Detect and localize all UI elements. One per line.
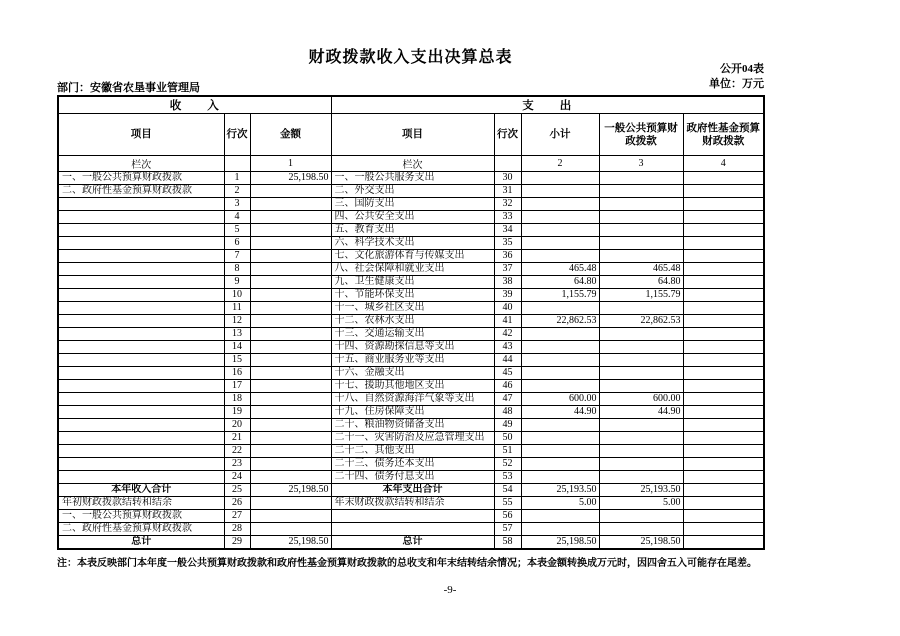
expense-subtotal-cell: 64.80 <box>521 276 599 289</box>
expense-general-cell <box>599 237 683 250</box>
table-row <box>58 432 764 445</box>
income-item-cell <box>58 367 224 380</box>
expense-subtotal-cell <box>521 419 599 432</box>
income-item-cell <box>58 315 224 328</box>
fiscal-appropriation-table <box>57 95 765 550</box>
income-amount-cell <box>250 289 331 302</box>
income-rowno-cell: 1 <box>224 172 250 185</box>
expense-subtotal-cell <box>521 341 599 354</box>
expense-item-cell: 十三、交通运输支出 <box>331 328 494 341</box>
expense-general-cell <box>599 419 683 432</box>
income-amount-cell <box>250 510 331 523</box>
table-row <box>58 523 764 536</box>
footnote: 注：本表反映部门本年度一般公共预算财政拨款和政府性基金预算财政拨款的总收支和年末结转结余情况；本表金额转换成万元时，因四舍五入可能存在尾差。 <box>57 558 757 569</box>
group-header-row <box>58 96 764 114</box>
expense-rowno-cell: 58 <box>494 536 521 550</box>
income-item-cell <box>58 328 224 341</box>
expense-subtotal-cell: 465.48 <box>521 263 599 276</box>
expense-item-cell: 二十三、债务还本支出 <box>331 458 494 471</box>
income-item-cell <box>58 393 224 406</box>
income-amount-cell <box>250 380 331 393</box>
table-row <box>58 211 764 224</box>
income-rowno-cell: 5 <box>224 224 250 237</box>
expense-item-cell: 十四、资源勘探信息等支出 <box>331 341 494 354</box>
table-row <box>58 497 764 510</box>
income-item-cell <box>58 289 224 302</box>
income-amount-cell <box>250 276 331 289</box>
expense-subtotal-cell <box>521 224 599 237</box>
expense-item-cell: 二十一、灾害防治及应急管理支出 <box>331 432 494 445</box>
income-rowno-cell: 20 <box>224 419 250 432</box>
expense-general-cell <box>599 328 683 341</box>
income-item-cell <box>58 211 224 224</box>
expense-rowno-cell: 49 <box>494 419 521 432</box>
income-item-cell <box>58 471 224 484</box>
expense-govfund-cell <box>683 328 764 341</box>
expense-govfund-cell <box>683 367 764 380</box>
expense-general-index: 3 <box>599 156 683 172</box>
expense-subtotal-cell <box>521 432 599 445</box>
expense-rowno-header: 行次 <box>494 114 521 156</box>
expense-govfund-cell <box>683 406 764 419</box>
income-lanci-label: 栏次 <box>58 156 224 172</box>
income-rowno-cell: 27 <box>224 510 250 523</box>
expense-rowno-cell: 42 <box>494 328 521 341</box>
expense-item-cell: 八、社会保障和就业支出 <box>331 263 494 276</box>
table-row <box>58 302 764 315</box>
income-rowno-cell: 3 <box>224 198 250 211</box>
expense-rowno-cell: 32 <box>494 198 521 211</box>
income-group-header: 收 入 <box>58 96 331 114</box>
expense-govfund-cell <box>683 536 764 550</box>
income-rowno-cell: 21 <box>224 432 250 445</box>
expense-item-cell: 九、卫生健康支出 <box>331 276 494 289</box>
expense-item-cell <box>331 523 494 536</box>
table-row <box>58 484 764 497</box>
expense-item-cell: 十、节能环保支出 <box>331 289 494 302</box>
income-amount-cell <box>250 367 331 380</box>
income-amount-cell <box>250 497 331 510</box>
income-item-cell <box>58 237 224 250</box>
income-amount-cell <box>250 263 331 276</box>
expense-general-cell: 25,193.50 <box>599 484 683 497</box>
income-amount-cell <box>250 445 331 458</box>
expense-item-cell: 十六、金融支出 <box>331 367 494 380</box>
income-rowno-cell: 29 <box>224 536 250 550</box>
income-rowno-cell: 19 <box>224 406 250 419</box>
expense-subtotal-cell <box>521 471 599 484</box>
expense-item-cell: 本年支出合计 <box>331 484 494 497</box>
income-amount-cell <box>250 432 331 445</box>
income-item-cell <box>58 302 224 315</box>
expense-rowno-cell: 33 <box>494 211 521 224</box>
expense-general-cell <box>599 432 683 445</box>
column-header-row <box>58 114 764 156</box>
page-title: 财政拨款收入支出决算总表 <box>308 49 513 66</box>
expense-govfund-cell <box>683 458 764 471</box>
income-amount-cell <box>250 198 331 211</box>
expense-govfund-cell <box>683 198 764 211</box>
expense-subtotal-cell: 25,193.50 <box>521 484 599 497</box>
table-row <box>58 185 764 198</box>
income-amount-cell <box>250 393 331 406</box>
expense-rowno-cell: 31 <box>494 185 521 198</box>
expense-item-cell: 四、公共安全支出 <box>331 211 494 224</box>
expense-rowno-cell: 48 <box>494 406 521 419</box>
department-label: 部门：安徽省农垦事业管理局 <box>57 82 200 94</box>
expense-general-cell: 22,862.53 <box>599 315 683 328</box>
expense-rowno-cell: 51 <box>494 445 521 458</box>
expense-item-cell: 十九、住房保障支出 <box>331 406 494 419</box>
expense-item-cell: 二十、粮油物资储备支出 <box>331 419 494 432</box>
expense-rowno-cell: 40 <box>494 302 521 315</box>
expense-rowno-cell: 35 <box>494 237 521 250</box>
income-amount-cell <box>250 406 331 419</box>
income-item-header: 项目 <box>58 114 224 156</box>
expense-subtotal-cell: 600.00 <box>521 393 599 406</box>
expense-subtotal-cell <box>521 172 599 185</box>
income-item-cell: 二、政府性基金预算财政拨款 <box>58 523 224 536</box>
expense-govfund-cell <box>683 341 764 354</box>
income-amount-cell <box>250 302 331 315</box>
page-number: -9- <box>443 584 457 596</box>
income-amount-cell <box>250 328 331 341</box>
expense-item-cell: 二、外交支出 <box>331 185 494 198</box>
expense-govfund-header: 政府性基金预算财政拨款 <box>683 114 764 156</box>
income-rowno-cell: 18 <box>224 393 250 406</box>
income-amount-cell <box>250 341 331 354</box>
expense-general-cell <box>599 185 683 198</box>
expense-general-cell: 1,155.79 <box>599 289 683 302</box>
income-amount-cell <box>250 354 331 367</box>
expense-subtotal-cell <box>521 237 599 250</box>
table-row <box>58 393 764 406</box>
expense-subtotal-cell: 44.90 <box>521 406 599 419</box>
expense-subtotal-cell <box>521 367 599 380</box>
income-item-cell: 二、政府性基金预算财政拨款 <box>58 185 224 198</box>
expense-general-cell <box>599 380 683 393</box>
unit-label: 单位：万元 <box>709 78 764 90</box>
expense-general-cell <box>599 523 683 536</box>
expense-item-cell: 十八、自然资源海洋气象等支出 <box>331 393 494 406</box>
income-item-cell <box>58 263 224 276</box>
expense-subtotal-cell <box>521 302 599 315</box>
expense-item-cell: 十五、商业服务业等支出 <box>331 354 494 367</box>
expense-general-cell <box>599 302 683 315</box>
expense-rowno-cell: 39 <box>494 289 521 302</box>
expense-item-cell: 三、国防支出 <box>331 198 494 211</box>
table-row <box>58 380 764 393</box>
expense-general-cell <box>599 172 683 185</box>
expense-govfund-cell <box>683 315 764 328</box>
income-item-cell <box>58 432 224 445</box>
expense-govfund-cell <box>683 224 764 237</box>
expense-govfund-cell <box>683 185 764 198</box>
expense-rowno-cell: 57 <box>494 523 521 536</box>
expense-rowno-cell: 34 <box>494 224 521 237</box>
document-content <box>57 0 764 569</box>
income-amount-cell: 25,198.50 <box>250 484 331 497</box>
income-rowno-cell: 8 <box>224 263 250 276</box>
expense-item-cell: 二十二、其他支出 <box>331 445 494 458</box>
income-item-cell <box>58 224 224 237</box>
income-rowno-cell: 17 <box>224 380 250 393</box>
expense-govfund-cell <box>683 510 764 523</box>
income-item-cell <box>58 354 224 367</box>
expense-general-cell: 600.00 <box>599 393 683 406</box>
table-row <box>58 289 764 302</box>
income-rowno-cell: 25 <box>224 484 250 497</box>
income-rowno-header: 行次 <box>224 114 250 156</box>
expense-general-header: 一般公共预算财政拨款 <box>599 114 683 156</box>
expense-general-cell <box>599 198 683 211</box>
table-row <box>58 354 764 367</box>
expense-general-cell: 44.90 <box>599 406 683 419</box>
table-row <box>58 250 764 263</box>
expense-govfund-cell <box>683 354 764 367</box>
income-rowno-cell: 28 <box>224 523 250 536</box>
expense-govfund-cell <box>683 445 764 458</box>
expense-subtotal-cell <box>521 510 599 523</box>
expense-item-cell: 一、一般公共服务支出 <box>331 172 494 185</box>
expense-general-cell <box>599 510 683 523</box>
expense-general-cell: 465.48 <box>599 263 683 276</box>
table-row <box>58 341 764 354</box>
expense-subtotal-cell <box>521 523 599 536</box>
income-lanci-blank <box>224 156 250 172</box>
expense-govfund-cell <box>683 484 764 497</box>
income-item-cell <box>58 276 224 289</box>
expense-subtotal-cell <box>521 185 599 198</box>
income-amount-cell <box>250 471 331 484</box>
expense-subtotal-cell: 1,155.79 <box>521 289 599 302</box>
income-rowno-cell: 9 <box>224 276 250 289</box>
income-rowno-cell: 16 <box>224 367 250 380</box>
expense-subtotal-cell <box>521 250 599 263</box>
income-amount-cell <box>250 523 331 536</box>
income-amount-cell <box>250 224 331 237</box>
income-rowno-cell: 22 <box>224 445 250 458</box>
expense-item-cell: 五、教育支出 <box>331 224 494 237</box>
expense-item-header: 项目 <box>331 114 494 156</box>
expense-general-cell <box>599 445 683 458</box>
table-row <box>58 263 764 276</box>
expense-general-cell <box>599 367 683 380</box>
expense-rowno-cell: 52 <box>494 458 521 471</box>
income-item-cell: 总计 <box>58 536 224 550</box>
expense-item-cell: 总计 <box>331 536 494 550</box>
expense-govfund-cell <box>683 419 764 432</box>
income-rowno-cell: 15 <box>224 354 250 367</box>
expense-govfund-cell <box>683 302 764 315</box>
expense-govfund-index: 4 <box>683 156 764 172</box>
expense-rowno-cell: 53 <box>494 471 521 484</box>
income-amount-header: 金额 <box>250 114 331 156</box>
table-row <box>58 172 764 185</box>
expense-rowno-cell: 44 <box>494 354 521 367</box>
table-body <box>58 172 764 550</box>
table-row <box>58 367 764 380</box>
expense-item-cell <box>331 510 494 523</box>
expense-general-cell <box>599 250 683 263</box>
expense-rowno-cell: 36 <box>494 250 521 263</box>
income-rowno-cell: 14 <box>224 341 250 354</box>
income-amount-cell <box>250 315 331 328</box>
expense-govfund-cell <box>683 289 764 302</box>
expense-item-cell: 十二、农林水支出 <box>331 315 494 328</box>
table-row <box>58 224 764 237</box>
expense-govfund-cell <box>683 172 764 185</box>
table-row <box>58 237 764 250</box>
table-row <box>58 328 764 341</box>
expense-general-cell: 64.80 <box>599 276 683 289</box>
income-item-cell <box>58 341 224 354</box>
expense-item-cell: 年末财政拨款结转和结余 <box>331 497 494 510</box>
expense-subtotal-cell <box>521 198 599 211</box>
expense-rowno-cell: 41 <box>494 315 521 328</box>
income-item-cell: 一、一般公共预算财政拨款 <box>58 172 224 185</box>
expense-subtotal-header: 小计 <box>521 114 599 156</box>
expense-govfund-cell <box>683 432 764 445</box>
income-item-cell <box>58 419 224 432</box>
expense-item-cell: 十一、城乡社区支出 <box>331 302 494 315</box>
table-row <box>58 419 764 432</box>
income-rowno-cell: 4 <box>224 211 250 224</box>
expense-govfund-cell <box>683 263 764 276</box>
expense-subtotal-cell <box>521 445 599 458</box>
expense-subtotal-cell: 5.00 <box>521 497 599 510</box>
table-row <box>58 471 764 484</box>
expense-general-cell: 5.00 <box>599 497 683 510</box>
income-amount-index: 1 <box>250 156 331 172</box>
expense-general-cell <box>599 354 683 367</box>
expense-rowno-cell: 55 <box>494 497 521 510</box>
income-item-cell <box>58 406 224 419</box>
expense-govfund-cell <box>683 523 764 536</box>
income-amount-cell <box>250 250 331 263</box>
column-index-row <box>58 156 764 172</box>
expense-general-cell <box>599 341 683 354</box>
expense-general-cell <box>599 211 683 224</box>
income-item-cell: 一、一般公共预算财政拨款 <box>58 510 224 523</box>
expense-rowno-cell: 46 <box>494 380 521 393</box>
expense-subtotal-cell <box>521 328 599 341</box>
income-item-cell <box>58 198 224 211</box>
expense-rowno-cell: 45 <box>494 367 521 380</box>
income-item-cell: 年初财政拨款结转和结余 <box>58 497 224 510</box>
expense-govfund-cell <box>683 380 764 393</box>
table-code: 公开04表 <box>720 63 764 75</box>
income-rowno-cell: 11 <box>224 302 250 315</box>
expense-subtotal-cell: 22,862.53 <box>521 315 599 328</box>
income-rowno-cell: 24 <box>224 471 250 484</box>
expense-lanci-label: 栏次 <box>331 156 494 172</box>
expense-govfund-cell <box>683 497 764 510</box>
income-amount-cell <box>250 458 331 471</box>
expense-item-cell: 六、科学技术支出 <box>331 237 494 250</box>
table-row <box>58 406 764 419</box>
income-amount-cell <box>250 185 331 198</box>
expense-item-cell: 十七、援助其他地区支出 <box>331 380 494 393</box>
income-rowno-cell: 10 <box>224 289 250 302</box>
expense-rowno-cell: 54 <box>494 484 521 497</box>
income-amount-cell: 25,198.50 <box>250 536 331 550</box>
expense-govfund-cell <box>683 393 764 406</box>
expense-subtotal-cell <box>521 458 599 471</box>
expense-rowno-cell: 50 <box>494 432 521 445</box>
income-amount-cell <box>250 237 331 250</box>
expense-rowno-cell: 47 <box>494 393 521 406</box>
income-rowno-cell: 7 <box>224 250 250 263</box>
expense-lanci-blank <box>494 156 521 172</box>
table-row <box>58 445 764 458</box>
income-rowno-cell: 23 <box>224 458 250 471</box>
expense-govfund-cell <box>683 211 764 224</box>
income-amount-cell <box>250 211 331 224</box>
income-rowno-cell: 2 <box>224 185 250 198</box>
expense-general-cell <box>599 224 683 237</box>
expense-govfund-cell <box>683 471 764 484</box>
expense-general-cell <box>599 471 683 484</box>
expense-rowno-cell: 30 <box>494 172 521 185</box>
expense-subtotal-index: 2 <box>521 156 599 172</box>
income-item-cell: 本年收入合计 <box>58 484 224 497</box>
income-amount-cell <box>250 419 331 432</box>
table-meta <box>709 62 764 92</box>
income-rowno-cell: 13 <box>224 328 250 341</box>
expense-govfund-cell <box>683 250 764 263</box>
table-row <box>58 458 764 471</box>
expense-item-cell: 二十四、债务付息支出 <box>331 471 494 484</box>
expense-item-cell: 七、文化旅游体育与传媒支出 <box>331 250 494 263</box>
expense-rowno-cell: 37 <box>494 263 521 276</box>
table-row <box>58 276 764 289</box>
income-rowno-cell: 6 <box>224 237 250 250</box>
expense-rowno-cell: 38 <box>494 276 521 289</box>
income-item-cell <box>58 458 224 471</box>
income-rowno-cell: 26 <box>224 497 250 510</box>
expense-subtotal-cell: 25,198.50 <box>521 536 599 550</box>
table-row <box>58 315 764 328</box>
expense-general-cell <box>599 458 683 471</box>
expense-rowno-cell: 43 <box>494 341 521 354</box>
table-row <box>58 510 764 523</box>
table-row <box>58 198 764 211</box>
income-item-cell <box>58 445 224 458</box>
expense-group-header: 支 出 <box>331 96 764 114</box>
income-item-cell <box>58 380 224 393</box>
expense-govfund-cell <box>683 276 764 289</box>
expense-general-cell: 25,198.50 <box>599 536 683 550</box>
expense-rowno-cell: 56 <box>494 510 521 523</box>
expense-subtotal-cell <box>521 354 599 367</box>
expense-subtotal-cell <box>521 380 599 393</box>
income-amount-cell: 25,198.50 <box>250 172 331 185</box>
income-rowno-cell: 12 <box>224 315 250 328</box>
expense-govfund-cell <box>683 237 764 250</box>
table-row <box>58 536 764 550</box>
income-item-cell <box>58 250 224 263</box>
expense-subtotal-cell <box>521 211 599 224</box>
